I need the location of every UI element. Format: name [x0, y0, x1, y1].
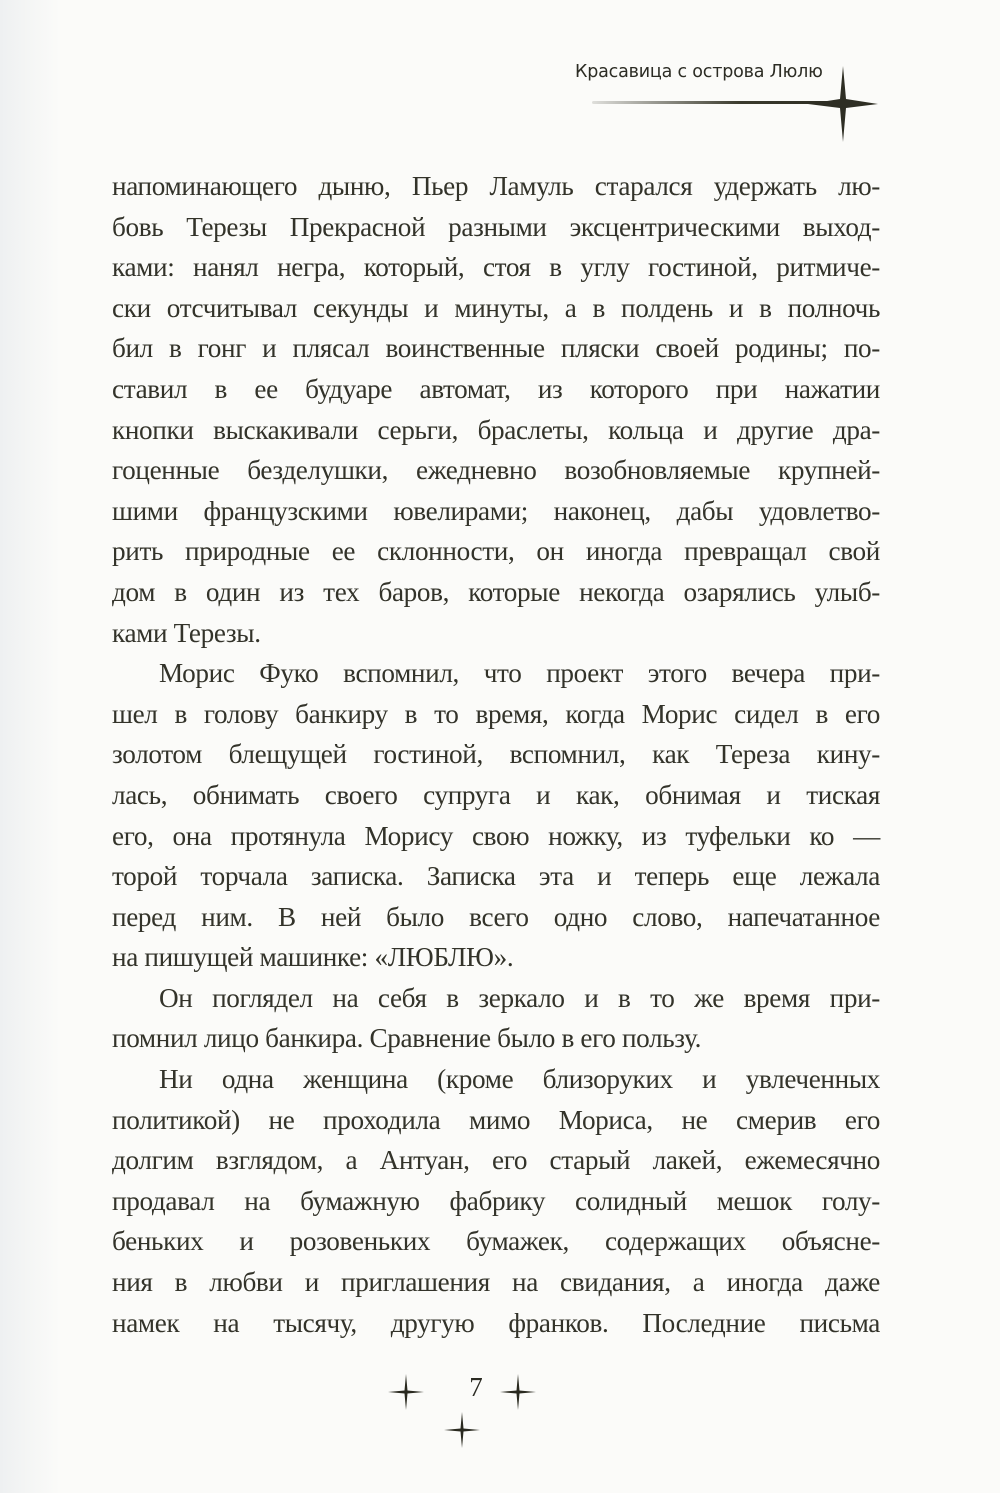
text-line [112, 978, 880, 1019]
text-line-content: на пишущей машинке: «ЛЮБЛЮ». [112, 942, 514, 973]
text-line [112, 1140, 880, 1181]
text-line-content: торой торчала записка. Записка эта и теперь еще лежала [112, 861, 880, 892]
text-line-content: ставил в ее будуаре автомат, из которого при нажатии [112, 373, 880, 404]
text-line-content: его, она протянула Морису свою ножку, из туфельки ко — [112, 820, 880, 851]
text-line-content: долгим взглядом, а Антуан, его старый лакей, ежемесячно [112, 1145, 880, 1176]
text-line [112, 1181, 880, 1222]
text-line-content: кнопки выскакивали серьги, браслеты, кольца и другие дра- [112, 414, 880, 445]
text-line [112, 1059, 880, 1100]
page-folio [380, 1370, 570, 1470]
text-line [112, 897, 880, 938]
text-line-content: бил в гонг и плясал воинственные пляски своей родины; по- [112, 333, 880, 364]
text-line [112, 1221, 880, 1262]
text-line-content: помнил лицо банкира. Сравнение было в его пользу. [112, 1023, 702, 1054]
text-line [112, 450, 880, 491]
four-point-star-icon [500, 1374, 536, 1410]
text-line [112, 328, 880, 369]
four-point-star-icon [444, 1412, 480, 1448]
text-line [112, 734, 880, 775]
text-line [112, 247, 880, 288]
text-line-content: ками: нанял негра, который, стоя в углу гостиной, ритмиче- [112, 252, 880, 283]
text-line [112, 694, 880, 735]
text-line-content: шел в голову банкиру в то время, когда Морис сидел в его [112, 698, 880, 729]
text-line-content: Он поглядел на себя в зеркало и в то же время при- [159, 982, 880, 1013]
text-line [112, 816, 880, 857]
text-line [112, 1262, 880, 1303]
text-line [112, 1303, 880, 1344]
four-point-star-icon [808, 66, 878, 142]
text-line-content: золотом блещущей гостиной, вспомнил, как Тереза кину- [112, 739, 880, 770]
text-line-content: Морис Фуко вспомнил, что проект этого вечера при- [159, 658, 880, 689]
text-line [112, 775, 880, 816]
text-line [112, 410, 880, 451]
four-point-star-icon [388, 1374, 424, 1410]
text-line-content: политикой) не проходила мимо Мориса, не смерив его [112, 1104, 880, 1135]
text-line-content: бовь Терезы Прекрасной разными эксцентрическими выход- [112, 211, 880, 242]
text-line-content: продавал на бумажную фабрику солидный мешок голу- [112, 1185, 880, 1216]
text-line [112, 572, 880, 613]
text-line-content: рить природные ее склонности, он иногда превращал свой [112, 536, 880, 567]
text-line [112, 491, 880, 532]
text-line-content: намек на тысячу, другую франков. Последние письма [112, 1307, 880, 1338]
text-line [112, 937, 880, 978]
text-line [112, 531, 880, 572]
page-number: 7 [469, 1372, 483, 1402]
text-line-content: напоминающего дыню, Пьер Ламуль старался удержать лю- [112, 171, 880, 201]
text-line-content: Ни одна женщина (кроме близоруких и увлеченных [159, 1064, 880, 1095]
text-line-content: дом в один из тех баров, которые некогда озарялись улыб- [112, 576, 880, 607]
header-rule [592, 101, 837, 104]
page-edge-shadow [0, 0, 60, 1493]
text-line [112, 1018, 880, 1059]
body-text [112, 166, 880, 1343]
running-title: Красавица с острова Люлю [575, 62, 823, 82]
text-line-content: ски отсчитывал секунды и минуты, а в полдень и в полночь [112, 292, 880, 323]
text-line-content: ками Терезы. [112, 617, 261, 648]
text-line [112, 166, 880, 207]
text-line [112, 1100, 880, 1141]
text-line [112, 856, 880, 897]
text-line-content: беньких и розовеньких бумажек, содержащих объясне- [112, 1226, 880, 1257]
text-line [112, 369, 880, 410]
text-line [112, 653, 880, 694]
text-line-content: перед ним. В ней было всего одно слово, напечатанное [112, 901, 880, 932]
text-line [112, 613, 880, 654]
text-line-content: гоценные безделушки, ежедневно возобновляемые крупней- [112, 455, 880, 486]
text-line-content: ния в любви и приглашения на свидания, а иногда даже [112, 1267, 880, 1298]
text-line [112, 207, 880, 248]
text-line-content: шими французскими ювелирами; наконец, дабы удовлетво- [112, 495, 880, 526]
running-header [0, 0, 1000, 150]
text-line [112, 288, 880, 329]
text-line-content: лась, обнимать своего супруга и как, обнимая и тиская [112, 779, 880, 810]
